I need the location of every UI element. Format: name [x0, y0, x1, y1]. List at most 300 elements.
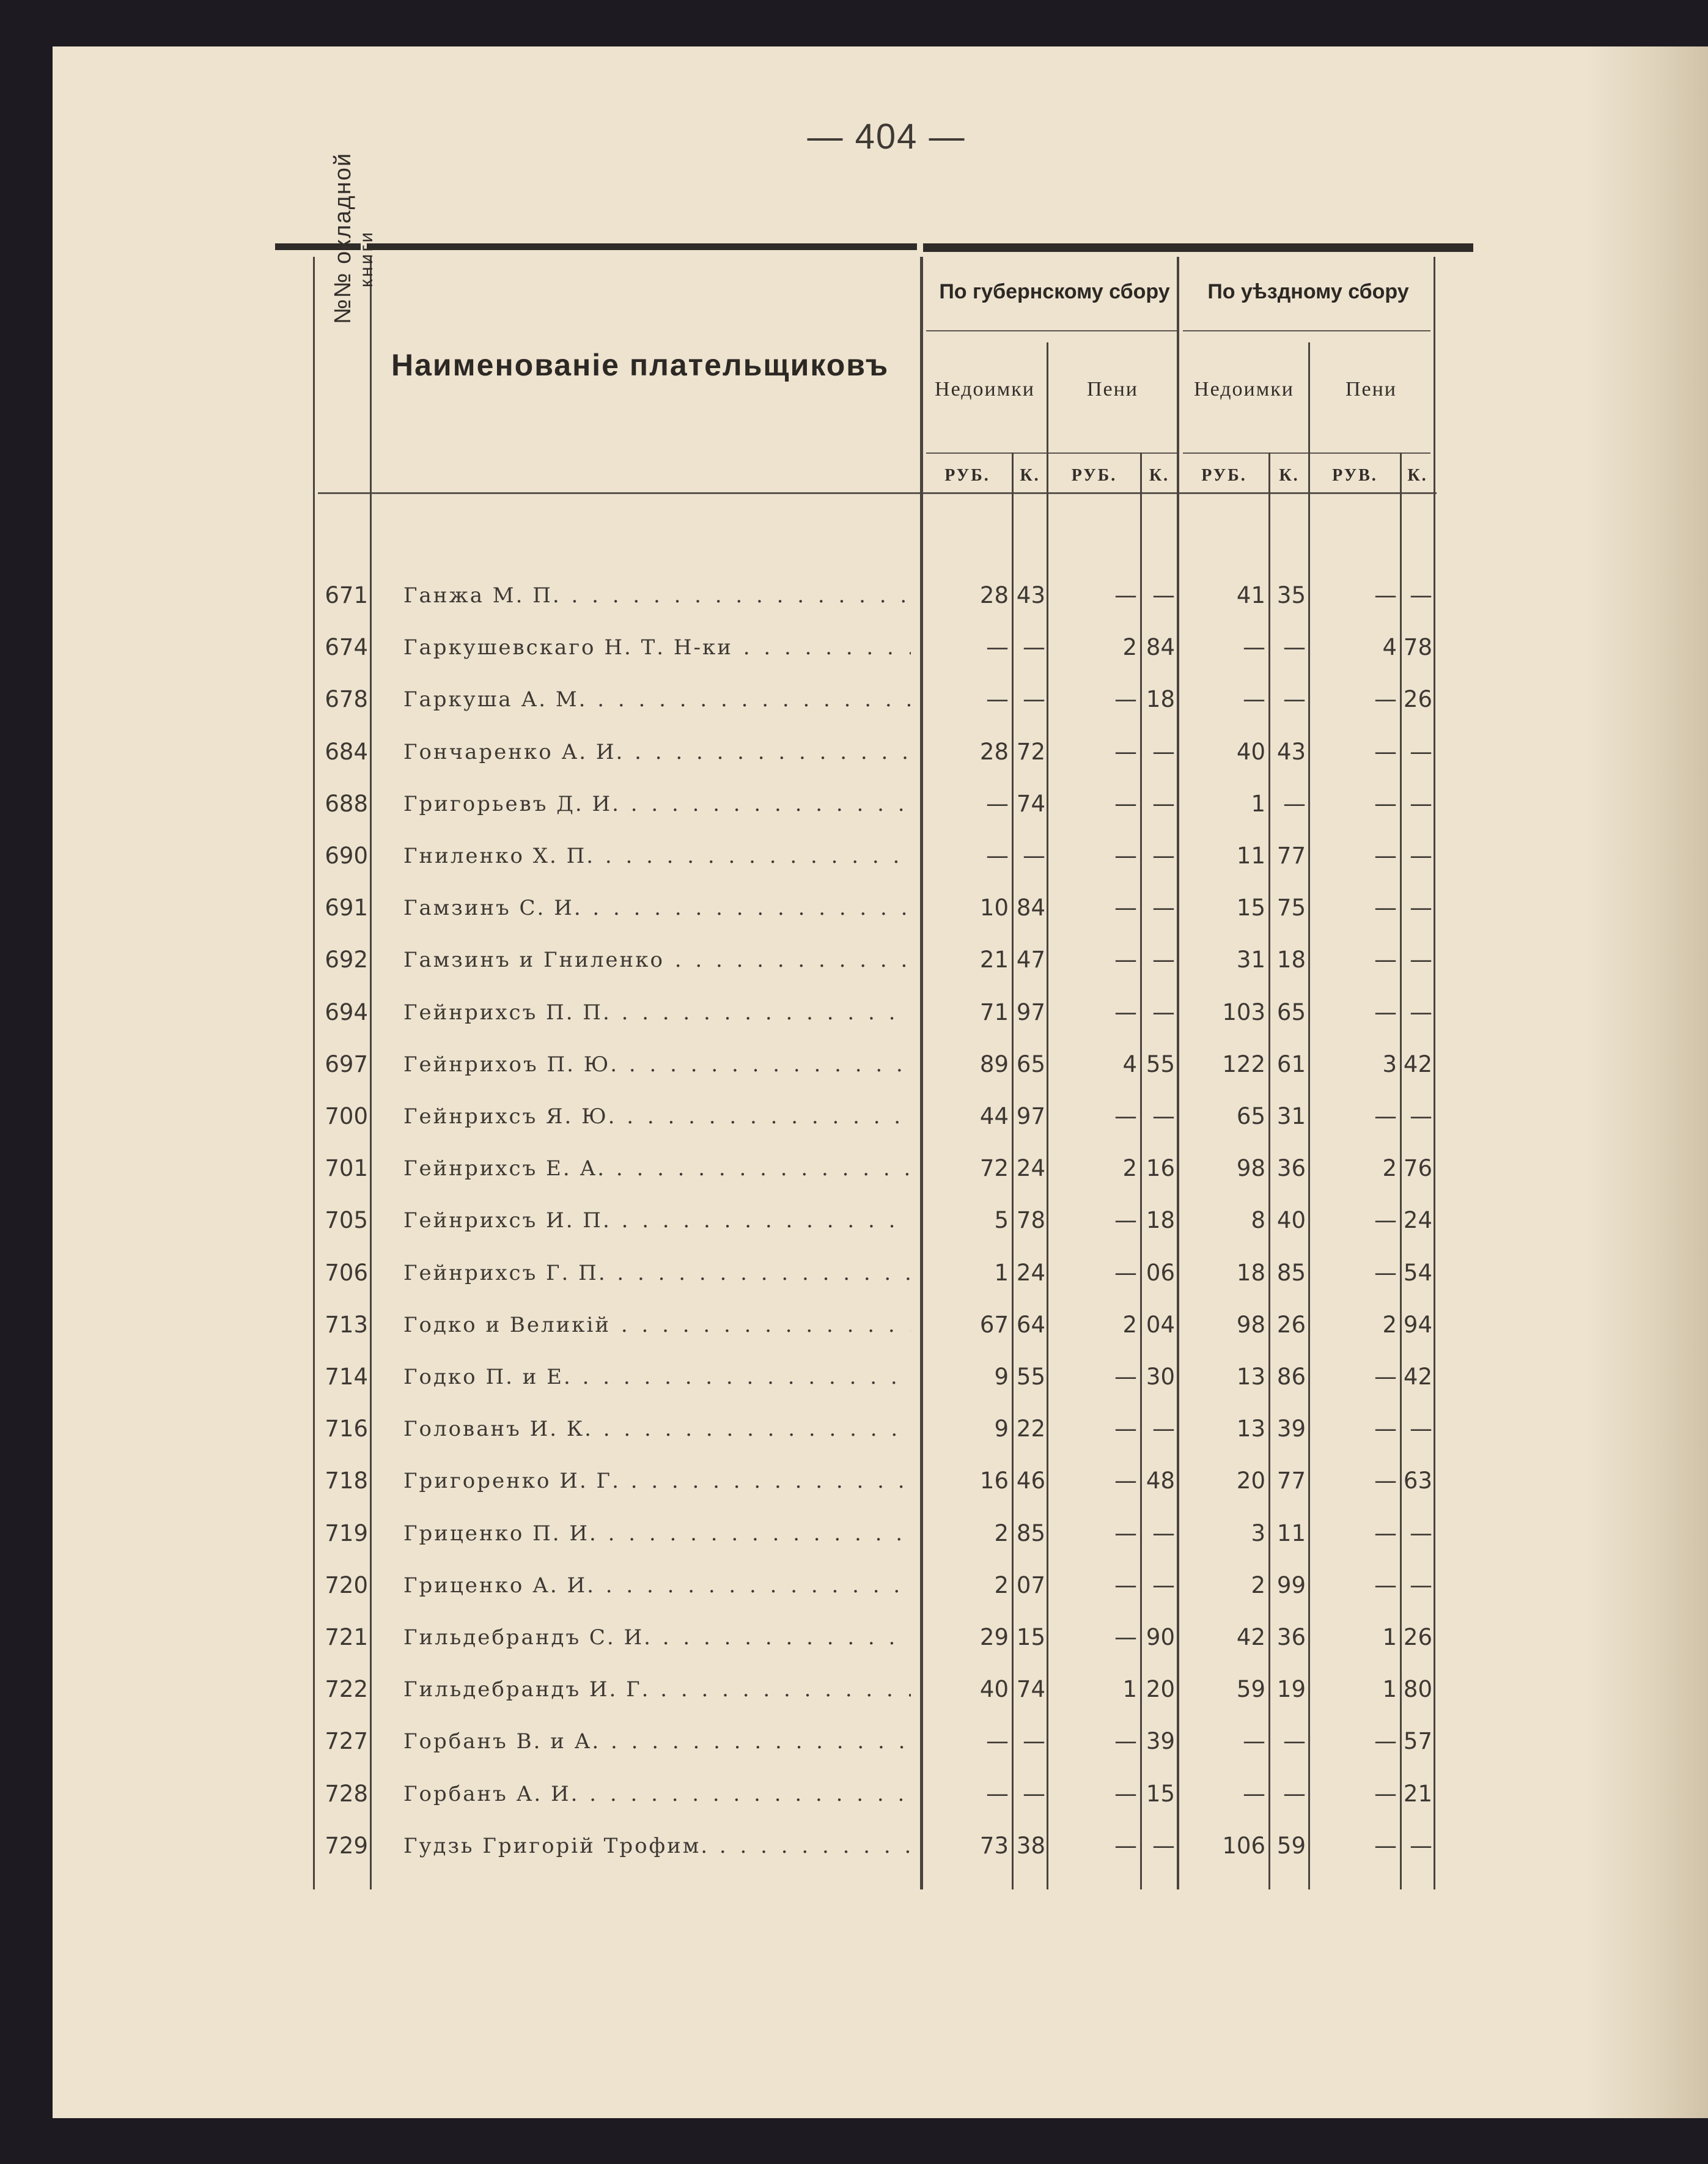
row-value-c2: — [1023, 634, 1045, 660]
row-value-c8: — [1410, 1520, 1432, 1546]
row-payer-name [403, 1729, 911, 1754]
page-gutter-shadow [1586, 46, 1708, 2118]
row-value-c6: 35 [1276, 582, 1306, 608]
row-value-c3: — [1114, 1260, 1137, 1286]
row-payer-name [403, 792, 911, 816]
leader-dots [611, 1000, 911, 1025]
row-value-c5: 3 [1251, 1520, 1265, 1546]
row-value-c4: — [1152, 1103, 1175, 1129]
row-value-c8: — [1410, 582, 1432, 608]
row-value-c5: 103 [1222, 999, 1265, 1025]
row-payer-name-text: Гаркуша А. М. [403, 687, 587, 712]
col-line-gub-uezd [1177, 257, 1179, 1889]
row-value-c7: — [1374, 999, 1397, 1025]
row-value-c3: — [1114, 1207, 1137, 1233]
row-value-c5: 122 [1222, 1051, 1265, 1077]
row-id: 684 [325, 739, 368, 765]
row-value-c7: — [1374, 582, 1397, 608]
row-value-c1: 5 [994, 1207, 1009, 1233]
row-value-c8: 78 [1403, 634, 1432, 660]
row-value-c7: — [1374, 1572, 1397, 1598]
row-payer-name-text: Гейнрихсъ Г. П. [403, 1261, 607, 1285]
row-value-c4: 18 [1146, 1207, 1175, 1233]
row-id: 719 [325, 1520, 368, 1546]
row-value-c7: 3 [1382, 1051, 1397, 1077]
unit-header-gub-nedoimki-k: К. [1020, 466, 1040, 485]
row-id: 705 [325, 1207, 368, 1233]
row-payer-name [403, 1313, 911, 1337]
row-value-c7: — [1374, 791, 1397, 817]
leader-dots [664, 948, 911, 972]
row-value-c4: 90 [1146, 1624, 1175, 1650]
leader-dots [600, 1729, 911, 1754]
row-value-c6: 85 [1276, 1260, 1306, 1286]
col-header-id-line2: книги [356, 229, 377, 287]
row-value-c7: — [1374, 1728, 1397, 1754]
row-value-c1: 2 [994, 1520, 1009, 1546]
top-rule-right [923, 243, 1473, 252]
leader-dots [733, 635, 911, 660]
row-value-c6: 31 [1276, 1103, 1306, 1129]
row-value-c1: — [986, 634, 1009, 660]
row-id: 722 [325, 1676, 368, 1702]
row-value-c7: — [1374, 686, 1397, 712]
row-value-c7: — [1374, 843, 1397, 869]
row-payer-name [403, 1469, 911, 1493]
col-line-gub-nedoimki-peni [1047, 342, 1048, 1889]
row-value-c7: 1 [1382, 1624, 1397, 1650]
row-payer-name [403, 896, 911, 920]
row-value-c8: — [1410, 1103, 1432, 1129]
row-value-c6: 36 [1276, 1624, 1306, 1650]
row-value-c6: — [1283, 791, 1306, 817]
col-line-right [1434, 257, 1435, 1889]
row-id: 694 [325, 999, 368, 1025]
unit-header-gub-nedoimki-rub: РУБ. [944, 466, 990, 485]
row-value-c3: 2 [1122, 1312, 1137, 1338]
row-value-c8: — [1410, 895, 1432, 921]
row-value-c6: 61 [1276, 1051, 1306, 1077]
page-number: — 404 — [807, 117, 966, 157]
row-value-c8: — [1410, 1572, 1432, 1598]
row-value-c6: 39 [1276, 1416, 1306, 1442]
top-rule-middle [367, 243, 917, 250]
row-value-c6: 77 [1276, 843, 1306, 869]
row-value-c1: 28 [979, 739, 1009, 765]
row-value-c1: 1 [994, 1260, 1009, 1286]
row-value-c4: — [1152, 1520, 1175, 1546]
row-id: 706 [325, 1260, 368, 1286]
row-value-c2: 72 [1016, 739, 1045, 765]
row-value-c3: 4 [1122, 1051, 1137, 1077]
row-value-c6: 77 [1276, 1468, 1306, 1494]
row-value-c8: — [1410, 947, 1432, 973]
row-value-c7: — [1374, 1781, 1397, 1807]
row-value-c1: 2 [994, 1572, 1009, 1598]
row-value-c5: 59 [1236, 1676, 1265, 1702]
row-value-c4: 15 [1146, 1781, 1175, 1807]
row-value-c4: — [1152, 895, 1175, 921]
row-payer-name [403, 687, 911, 712]
row-value-c2: 65 [1016, 1051, 1045, 1077]
row-value-c7: — [1374, 895, 1397, 921]
row-value-c6: 40 [1276, 1207, 1306, 1233]
row-value-c3: — [1114, 1728, 1137, 1754]
row-value-c2: 84 [1016, 895, 1045, 921]
col-line-uezd-nedoimki-peni [1308, 342, 1310, 1889]
row-value-c2: 43 [1016, 582, 1045, 608]
row-value-c5: 42 [1236, 1624, 1265, 1650]
row-payer-name [403, 635, 911, 660]
row-id: 674 [325, 634, 368, 660]
row-value-c7: 2 [1382, 1155, 1397, 1181]
row-value-c5: — [1243, 1728, 1265, 1754]
group-header-uezd: По уѣздному сбору [1207, 280, 1409, 303]
row-payer-name [403, 1782, 911, 1806]
row-payer-name-text: Гриценко П. И. [403, 1521, 598, 1546]
row-payer-name-text: Годко и Великій [403, 1313, 611, 1337]
row-value-c7: — [1374, 739, 1397, 765]
row-value-c5: 13 [1236, 1364, 1265, 1390]
row-value-c3: — [1114, 1520, 1137, 1546]
unit-rule-left [926, 452, 1177, 454]
row-payer-name-text: Гейнрихсъ И. П. [403, 1208, 611, 1233]
row-payer-name-text: Гниленко Х. П. [403, 844, 595, 868]
row-value-c4: — [1152, 791, 1175, 817]
row-value-c2: 55 [1016, 1364, 1045, 1390]
unit-rule-right [1183, 452, 1430, 454]
row-value-c6: 36 [1276, 1155, 1306, 1181]
row-value-c2: 97 [1016, 999, 1045, 1025]
leader-dots [617, 1104, 911, 1129]
row-value-c5: — [1243, 1781, 1265, 1807]
row-value-c4: 48 [1146, 1468, 1175, 1494]
row-value-c3: — [1114, 1468, 1137, 1494]
row-value-c1: 89 [979, 1051, 1009, 1077]
row-payer-name-text: Григорьевъ Д. И. [403, 792, 620, 816]
sub-header-uezd-nedoimki: Недоимки [1194, 378, 1294, 401]
row-value-c1: — [986, 791, 1009, 817]
row-value-c1: 73 [979, 1833, 1009, 1859]
sub-header-uezd-peni: Пени [1345, 378, 1397, 401]
row-id: 718 [325, 1468, 368, 1494]
row-payer-name-text: Голованъ И. К. [403, 1417, 593, 1441]
row-payer-name-text: Горбанъ А. И. [403, 1782, 580, 1806]
row-payer-name-text: Ганжа М. П. [403, 583, 561, 608]
row-value-c5: 1 [1251, 791, 1265, 817]
row-value-c2: 78 [1016, 1207, 1045, 1233]
leader-dots [606, 1156, 911, 1181]
row-payer-name [403, 1365, 911, 1389]
row-value-c2: 24 [1016, 1155, 1045, 1181]
row-payer-name [403, 583, 911, 608]
row-payer-name [403, 1156, 911, 1181]
row-value-c5: — [1243, 634, 1265, 660]
row-value-c6: — [1283, 1728, 1306, 1754]
row-payer-name [403, 1261, 911, 1285]
row-value-c2: 15 [1016, 1624, 1045, 1650]
row-value-c5: 31 [1236, 947, 1265, 973]
row-value-c3: — [1114, 791, 1137, 817]
row-id: 729 [325, 1833, 368, 1859]
leader-dots [619, 1052, 911, 1077]
row-value-c5: 98 [1236, 1312, 1265, 1338]
row-payer-name [403, 1677, 911, 1702]
leader-dots [572, 1365, 911, 1389]
leader-dots [624, 740, 911, 764]
row-id: 691 [325, 895, 368, 921]
row-value-c3: — [1114, 947, 1137, 973]
row-value-c6: 65 [1276, 999, 1306, 1025]
row-payer-name-text: Гудзь Григорій Трофим. [403, 1834, 710, 1858]
row-value-c2: — [1023, 1781, 1045, 1807]
row-value-c5: 15 [1236, 895, 1265, 921]
row-value-c7: — [1374, 1260, 1397, 1286]
row-value-c4: — [1152, 1572, 1175, 1598]
row-value-c1: 16 [979, 1468, 1009, 1494]
row-payer-name-text: Гриценко А. И. [403, 1573, 595, 1598]
row-value-c4: — [1152, 582, 1175, 608]
row-value-c6: 11 [1276, 1520, 1306, 1546]
row-value-c6: 59 [1276, 1833, 1306, 1859]
row-value-c4: 18 [1146, 686, 1175, 712]
row-payer-name-text: Горбанъ В. и А. [403, 1729, 601, 1754]
row-payer-name [403, 1052, 911, 1077]
row-id: 692 [325, 947, 368, 973]
leader-dots [593, 1417, 911, 1441]
row-value-c8: 76 [1403, 1155, 1432, 1181]
row-value-c3: — [1114, 1833, 1137, 1859]
row-value-c5: 8 [1251, 1207, 1265, 1233]
leader-dots [583, 896, 911, 920]
row-value-c8: 42 [1403, 1364, 1432, 1390]
col-line-id-name [370, 257, 372, 1889]
leader-dots [561, 583, 911, 608]
row-value-c2: — [1023, 686, 1045, 712]
row-value-c5: 106 [1222, 1833, 1265, 1859]
row-payer-name-text: Гейнрихоъ П. Ю. [403, 1052, 619, 1077]
row-value-c7: — [1374, 947, 1397, 973]
row-id: 700 [325, 1103, 368, 1129]
unit-header-uezd-peni-k: К. [1407, 466, 1428, 485]
row-payer-name [403, 1417, 911, 1441]
row-value-c8: — [1410, 843, 1432, 869]
row-value-c5: 41 [1236, 582, 1265, 608]
leader-dots [579, 1782, 911, 1806]
row-payer-name-text: Гамзинъ С. И. [403, 896, 583, 920]
row-value-c2: 74 [1016, 1676, 1045, 1702]
row-payer-name-text: Гейнрихсъ П. П. [403, 1000, 611, 1025]
row-value-c1: 28 [979, 582, 1009, 608]
sub-header-gub-peni: Пени [1086, 378, 1139, 401]
row-value-c1: 72 [979, 1155, 1009, 1181]
row-value-c4: — [1152, 947, 1175, 973]
row-id: 714 [325, 1364, 368, 1390]
row-value-c4: 55 [1146, 1051, 1175, 1077]
row-value-c1: 10 [979, 895, 1009, 921]
row-id: 690 [325, 843, 368, 869]
row-payer-name-text: Гильдебрандъ И. Г. [403, 1677, 650, 1702]
row-value-c3: — [1114, 1416, 1137, 1442]
group-rule-gub [926, 330, 1177, 331]
col-header-id [330, 152, 377, 324]
row-id: 678 [325, 686, 368, 712]
row-value-c3: — [1114, 739, 1137, 765]
row-payer-name-text: Гейнрихсъ Е. А. [403, 1156, 606, 1181]
row-value-c1: — [986, 1781, 1009, 1807]
row-value-c2: 64 [1016, 1312, 1045, 1338]
row-value-c2: 97 [1016, 1103, 1045, 1129]
row-value-c4: 84 [1146, 634, 1175, 660]
row-value-c8: 54 [1403, 1260, 1432, 1286]
row-value-c2: 22 [1016, 1416, 1045, 1442]
row-id: 697 [325, 1051, 368, 1077]
row-value-c7: 1 [1382, 1676, 1397, 1702]
row-value-c7: — [1374, 1833, 1397, 1859]
row-value-c8: 24 [1403, 1207, 1432, 1233]
row-value-c6: 86 [1276, 1364, 1306, 1390]
row-value-c3: 2 [1122, 1155, 1137, 1181]
row-payer-name-text: Гейнрихсъ Я. Ю. [403, 1104, 617, 1129]
row-value-c4: 16 [1146, 1155, 1175, 1181]
row-value-c5: 13 [1236, 1416, 1265, 1442]
col-header-name: Наименованіе плательщиковъ [391, 348, 889, 382]
leader-dots [595, 1573, 911, 1598]
row-value-c3: — [1114, 1781, 1137, 1807]
row-value-c1: 9 [994, 1364, 1009, 1390]
row-value-c7: — [1374, 1416, 1397, 1442]
col-header-id-line1: №№ окладной [330, 152, 356, 324]
leader-dots [620, 792, 911, 816]
row-value-c7: — [1374, 1207, 1397, 1233]
row-value-c6: 19 [1276, 1676, 1306, 1702]
row-value-c1: — [986, 843, 1009, 869]
row-value-c8: 26 [1403, 1624, 1432, 1650]
row-value-c4: — [1152, 1416, 1175, 1442]
leader-dots [607, 1261, 911, 1285]
row-payer-name-text: Годко П. и Е. [403, 1365, 572, 1389]
row-value-c4: 30 [1146, 1364, 1175, 1390]
row-id: 721 [325, 1624, 368, 1650]
row-value-c4: 20 [1146, 1676, 1175, 1702]
row-value-c8: 94 [1403, 1312, 1432, 1338]
row-value-c2: 38 [1016, 1833, 1045, 1859]
row-value-c3: — [1114, 1364, 1137, 1390]
row-value-c6: — [1283, 1781, 1306, 1807]
row-id: 727 [325, 1728, 368, 1754]
row-value-c3: — [1114, 1624, 1137, 1650]
row-payer-name-text: Гончаренко А. И. [403, 740, 625, 764]
leader-dots [595, 844, 911, 868]
row-value-c6: 26 [1276, 1312, 1306, 1338]
row-value-c5: 18 [1236, 1260, 1265, 1286]
row-value-c2: — [1023, 843, 1045, 869]
row-payer-name-text: Гильдебрандъ С. И. [403, 1625, 652, 1650]
row-value-c4: 04 [1146, 1312, 1175, 1338]
row-value-c2: — [1023, 1728, 1045, 1754]
row-value-c2: 74 [1016, 791, 1045, 817]
row-value-c8: — [1410, 1833, 1432, 1859]
row-value-c2: 46 [1016, 1468, 1045, 1494]
row-value-c1: 21 [979, 947, 1009, 973]
row-value-c4: — [1152, 999, 1175, 1025]
row-value-c1: 9 [994, 1416, 1009, 1442]
row-payer-name-text: Григоренко И. Г. [403, 1469, 620, 1493]
row-value-c5: 2 [1251, 1572, 1265, 1598]
sub-header-gub-nedoimki: Недоимки [935, 378, 1035, 401]
row-value-c6: — [1283, 686, 1306, 712]
row-value-c3: 2 [1122, 634, 1137, 660]
col-line-name-data [920, 257, 923, 1889]
group-header-gub: По губернскому сбору [939, 280, 1170, 303]
row-value-c7: — [1374, 1468, 1397, 1494]
row-id: 720 [325, 1572, 368, 1598]
row-payer-name [403, 844, 911, 868]
row-value-c8: 63 [1403, 1468, 1432, 1494]
row-value-c5: 65 [1236, 1103, 1265, 1129]
leader-dots [611, 1208, 911, 1233]
row-value-c3: — [1114, 999, 1137, 1025]
row-value-c1: 29 [979, 1624, 1009, 1650]
row-value-c8: 57 [1403, 1728, 1432, 1754]
row-value-c1: 44 [979, 1103, 1009, 1129]
row-value-c8: 80 [1403, 1676, 1432, 1702]
row-value-c6: 18 [1276, 947, 1306, 973]
row-value-c2: 85 [1016, 1520, 1045, 1546]
row-value-c8: — [1410, 739, 1432, 765]
row-value-c6: 99 [1276, 1572, 1306, 1598]
row-value-c3: — [1114, 895, 1137, 921]
leader-dots [652, 1625, 911, 1650]
row-value-c8: 21 [1403, 1781, 1432, 1807]
row-value-c5: — [1243, 686, 1265, 712]
leader-dots [709, 1834, 911, 1858]
row-value-c8: — [1410, 1416, 1432, 1442]
row-value-c2: 07 [1016, 1572, 1045, 1598]
row-value-c7: — [1374, 1364, 1397, 1390]
row-value-c8: — [1410, 999, 1432, 1025]
row-value-c5: 40 [1236, 739, 1265, 765]
leader-dots [587, 687, 911, 712]
row-value-c2: 47 [1016, 947, 1045, 973]
row-payer-name [403, 1000, 911, 1025]
row-value-c3: — [1114, 1103, 1137, 1129]
row-value-c6: 75 [1276, 895, 1306, 921]
row-value-c4: 39 [1146, 1728, 1175, 1754]
row-payer-name [403, 1208, 911, 1233]
row-value-c1: 67 [979, 1312, 1009, 1338]
row-value-c3: — [1114, 686, 1137, 712]
row-value-c3: — [1114, 843, 1137, 869]
leader-dots [620, 1469, 911, 1493]
row-id: 701 [325, 1155, 368, 1181]
row-value-c3: — [1114, 582, 1137, 608]
row-value-c1: 40 [979, 1676, 1009, 1702]
leader-dots [598, 1521, 911, 1546]
unit-header-gub-peni-k: К. [1149, 466, 1170, 485]
row-payer-name-text: Гаркушевскаго Н. Т. Н-ки [403, 635, 733, 660]
row-value-c7: 4 [1382, 634, 1397, 660]
row-value-c5: 20 [1236, 1468, 1265, 1494]
row-payer-name [403, 948, 911, 972]
row-id: 728 [325, 1781, 368, 1807]
row-value-c5: 11 [1236, 843, 1265, 869]
row-value-c8: — [1410, 791, 1432, 817]
unit-header-uezd-peni-rub: РУВ. [1332, 466, 1378, 485]
row-id: 688 [325, 791, 368, 817]
row-value-c4: 06 [1146, 1260, 1175, 1286]
row-value-c3: — [1114, 1572, 1137, 1598]
